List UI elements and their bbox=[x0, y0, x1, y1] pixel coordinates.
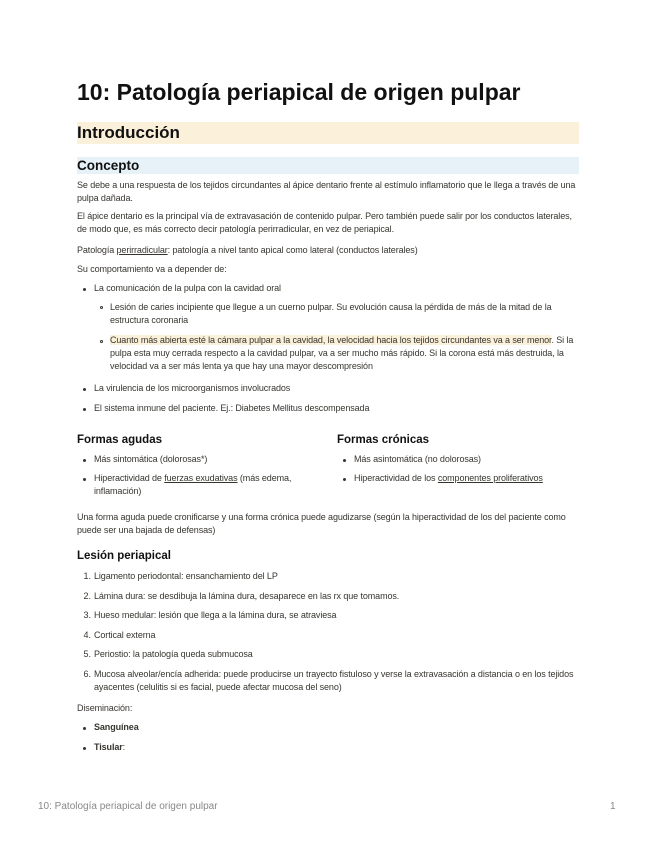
heading-lesion-periapical: Lesión periapical bbox=[77, 550, 171, 562]
bullet-icon bbox=[343, 459, 346, 462]
sublist-item-caries: Lesión de caries incipiente que llegue a un cuerno pulpar. Su evolución causa la pérdida de más de la mitad de la estructura coronaria bbox=[110, 302, 552, 325]
paragraph-chronification: Una forma aguda puede cronificarse y una forma crónica puede agudizarse (según la hiperactividad de los del paciente como puede ser una bajada de defensas) bbox=[77, 512, 566, 535]
bullet-icon bbox=[343, 478, 346, 481]
term-perirradicular: perirradicular bbox=[116, 245, 168, 255]
bullet-icon bbox=[83, 478, 86, 481]
circle-bullet-icon bbox=[100, 340, 103, 343]
list-number: 3. bbox=[83, 610, 91, 620]
paragraph-dissemination: Diseminación: bbox=[77, 703, 133, 713]
subsection-heading-concepto: Concepto bbox=[77, 157, 579, 174]
highlighted-text: Cuanto más abierta esté la cámara pulpar a la cavidad, la velocidad hacia los tejidos circundantes va a ser menor bbox=[110, 335, 552, 345]
lesion-item-lamina: Lámina dura: se desdibuja la lámina dura, desaparece en las rx que tomamos. bbox=[94, 591, 400, 601]
chronic-item-asymptomatic: Más asintomática (no dolorosas) bbox=[354, 454, 481, 464]
list-number: 5. bbox=[83, 649, 91, 659]
bullet-icon bbox=[83, 747, 86, 750]
list-item-immune: El sistema inmune del paciente. Ej.: Diabetes Mellitus descompensada bbox=[94, 403, 370, 413]
page-title: 10: Patología periapical de origen pulpar bbox=[77, 79, 521, 105]
page-number: 1 bbox=[610, 801, 616, 812]
acute-item-exudative: Hiperactividad de fuerzas exudativas (más edema, inflamación) bbox=[94, 473, 292, 496]
dissemination-item-blood: Sanguínea bbox=[94, 722, 139, 732]
sublist-item-velocity: Cuanto más abierta esté la cámara pulpar a la cavidad, la velocidad hacia los tejidos circundantes va a ser menor. Si la pulpa esta muy cerrada respecto a la cavidad pulpar, va a ser mucho más rápido. Si la corona está más destruida, la velocidad va a ser más lenta ya que hay una mayor descompresión bbox=[110, 335, 574, 371]
bullet-icon bbox=[83, 288, 86, 291]
lesion-item-mucosa: Mucosa alveolar/encía adherida: puede producirse un trayecto fistuloso y verse la extravasación a distancia o en los tejidos ayacentes (celulitis si es facial, puede afectar mucosa del seno) bbox=[94, 669, 574, 692]
list-number: 6. bbox=[83, 669, 91, 679]
dissemination-item-tissue: Tisular: bbox=[94, 742, 126, 752]
lesion-item-ligament: Ligamento periodontal: ensanchamiento del LP bbox=[94, 571, 278, 581]
list-item-virulence: La virulencia de los microorganismos involucrados bbox=[94, 383, 291, 393]
lesion-item-cortical: Cortical externa bbox=[94, 630, 156, 640]
bullet-icon bbox=[83, 459, 86, 462]
paragraph-definition: Se debe a una respuesta de los tejidos circundantes al ápice dentario frente al estímulo inflamatorio que le llega a través de una pulpa dañada. bbox=[77, 180, 576, 203]
list-number: 1. bbox=[83, 571, 91, 581]
lesion-item-bone: Hueso medular: lesión que llega a la lámina dura, se atraviesa bbox=[94, 610, 337, 620]
acute-item-symptomatic: Más sintomática (dolorosas*) bbox=[94, 454, 208, 464]
heading-acute-forms: Formas agudas bbox=[77, 434, 162, 446]
paragraph-behavior: Su comportamiento va a depender de: bbox=[77, 264, 227, 274]
circle-bullet-icon bbox=[100, 306, 103, 309]
list-item-communication: La comunicación de la pulpa con la cavidad oral bbox=[94, 283, 281, 293]
bullet-icon bbox=[83, 388, 86, 391]
lesion-item-periosteum: Periostio: la patología queda submucosa bbox=[94, 649, 253, 659]
paragraph-perirradicular: Patología perirradicular: patología a nivel tanto apical como lateral (conductos laterales) bbox=[77, 245, 418, 255]
footer-title: 10: Patología periapical de origen pulpar bbox=[38, 801, 218, 812]
section-heading-introduccion: Introducción bbox=[77, 122, 579, 144]
bullet-icon bbox=[83, 727, 86, 730]
list-number: 4. bbox=[83, 630, 91, 640]
paragraph-apex: El ápice dentario es la principal vía de extravasación de contenido pulpar. Pero también puede salir por los conductos laterales, de modo que, es más correcto decir patología perirradicular, en vez de periapical. bbox=[77, 211, 572, 234]
list-number: 2. bbox=[83, 591, 91, 601]
heading-chronic-forms: Formas crónicas bbox=[337, 434, 430, 446]
bullet-icon bbox=[83, 408, 86, 411]
chronic-item-proliferative: Hiperactividad de los componentes proliferativos bbox=[354, 473, 543, 483]
